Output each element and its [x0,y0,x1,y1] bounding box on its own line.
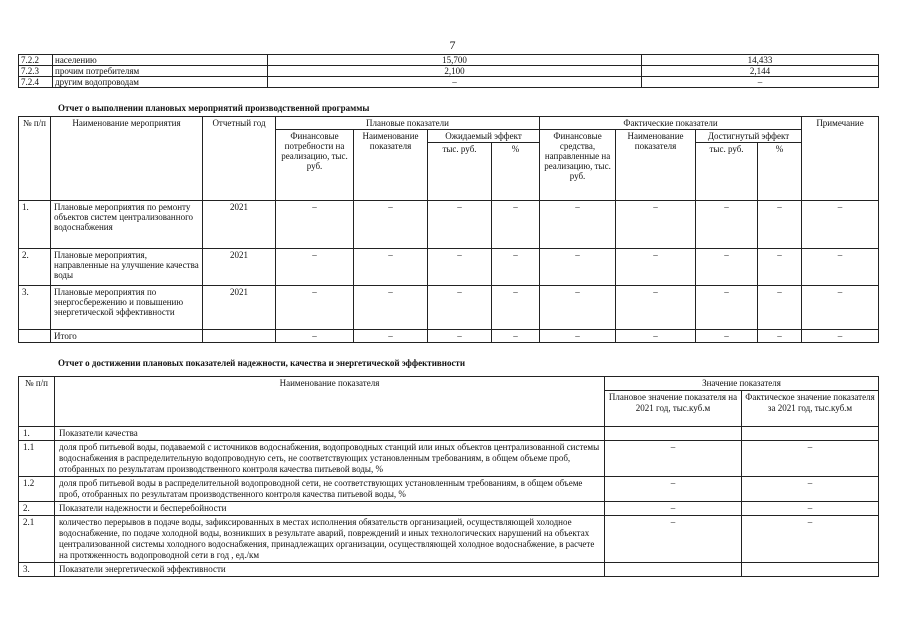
dash-cell: – [696,330,758,343]
fact-value: – [742,441,879,477]
reliability-report-title: Отчет о достижении плановых показателей надежности, качества и энергетической эффективности [58,358,466,368]
plan-effect-header: Ожидаемый эффект [428,130,540,143]
program-row [19,201,879,249]
dash-cell: – [616,286,696,330]
dash-cell: – [802,249,879,286]
row-number: 7.2.4 [19,77,53,88]
plan-value: – [605,441,742,477]
dash-cell: – [696,286,758,330]
row-number: 1.2 [19,477,55,502]
dash-cell: – [540,201,616,249]
plan-value: – [605,477,742,502]
plan-rub-header: тыс. руб. [428,143,492,201]
dash-cell: – [616,249,696,286]
indicator-row [19,441,879,477]
row-number: 2. [19,249,51,286]
total-year [203,330,276,343]
dash-cell: – [354,286,428,330]
page-number: 7 [449,38,456,52]
fact-effect-header: Достигнутый эффект [696,130,802,143]
fact-value: – [642,77,879,88]
fact-indicator-header: Наименование показателя [616,130,696,201]
dash-cell: – [802,330,879,343]
reliability-report-table [18,376,879,577]
plan-value [605,427,742,441]
row-number: 3. [19,286,51,330]
dash-cell: – [540,330,616,343]
row-year: 2021 [203,286,276,330]
plan-value: 15,700 [268,55,642,66]
indicator-row [19,516,879,563]
top-table-row [19,66,879,77]
dash-cell: – [616,330,696,343]
dash-cell: – [354,201,428,249]
row-name: Плановые мероприятия, направленные на улучшение качества воды [51,249,203,286]
row-number: 1. [19,427,55,441]
dash-cell: – [428,249,492,286]
dash-cell: – [802,286,879,330]
plan-value: – [605,516,742,563]
rel-plan-header: Плановое значение показателя на 2021 год, тыс.куб.м [605,391,742,427]
row-number: 3. [19,563,55,577]
top-table [18,54,879,88]
dash-cell: – [696,201,758,249]
fact-group-header: Фактические показатели [540,117,802,130]
indicator-name: доля проб питьевой воды, подаваемой с источников водоснабжения, водопроводных станций или иных объектов централизованной системы водоснабжения в распределительную водопроводную сеть, не соответствующих установленным требованиям, в общем объеме проб, отобранных по результатам производственного контроля качества питьевой воды, % [55,441,605,477]
fact-value: – [742,502,879,516]
fact-value: – [742,477,879,502]
indicator-row [19,477,879,502]
plan-value: – [268,77,642,88]
row-number: 7.2.2 [19,55,53,66]
dash-cell: – [276,249,354,286]
rel-num-header: № п/п [19,377,55,427]
plan-finance-header: Финансовые потребности на реализацию, тыс. руб. [276,130,354,201]
dash-cell: – [696,249,758,286]
fact-percent-header: % [758,143,802,201]
fact-value: 2,144 [642,66,879,77]
indicator-row [19,427,879,441]
dash-cell: – [758,286,802,330]
dash-cell: – [802,201,879,249]
indicator-name: Показатели энергетической эффективности [55,563,605,577]
plan-percent-header: % [492,143,540,201]
note-header: Примечание [802,117,879,201]
plan-indicator-header: Наименование показателя [354,130,428,201]
dash-cell: – [276,330,354,343]
indicator-name: количество перерывов в подаче воды, зафиксированных в местах исполнения обязательств организацией, осуществляющей холодное водоснабжение, по подаче холодной воды, возникших в результате аварий, повреждений и иных технологических нарушений на объектах централизованной системы холодного водоснабжения, принадлежащих организации, осуществляющей холодное водоснабжение, в расчете на протяженность водопроводной сети в год , ед./км [55,516,605,563]
dash-cell: – [492,330,540,343]
indicator-name: Показатели надежности и бесперебойности [55,502,605,516]
fact-value [742,427,879,441]
dash-cell: – [276,286,354,330]
dash-cell: – [492,286,540,330]
dash-cell: – [354,249,428,286]
dash-cell: – [492,249,540,286]
indicator-row [19,563,879,577]
row-year: 2021 [203,201,276,249]
fact-value: – [742,516,879,563]
rel-fact-header: Фактическое значение показателя за 2021 год, тыс.куб.м [742,391,879,427]
row-number: 1. [19,201,51,249]
dash-cell: – [354,330,428,343]
dash-cell: – [276,201,354,249]
program-row [19,286,879,330]
dash-cell: – [428,286,492,330]
row-number: 2.1 [19,516,55,563]
indicator-name: Показатели качества [55,427,605,441]
row-name: населению [53,55,268,66]
dash-cell: – [492,201,540,249]
col-year-header: Отчетный год [203,117,276,201]
dash-cell: – [758,330,802,343]
total-num [19,330,51,343]
dash-cell: – [428,201,492,249]
dash-cell: – [428,330,492,343]
indicator-row [19,502,879,516]
row-name: прочим потребителям [53,66,268,77]
dash-cell: – [540,249,616,286]
top-table-row [19,55,879,66]
fact-finance-header: Финансовые средства, направленные на реализацию, тыс. руб. [540,130,616,201]
plan-value: – [605,502,742,516]
row-year: 2021 [203,249,276,286]
dash-cell: – [758,201,802,249]
top-table-row [19,77,879,88]
row-number: 7.2.3 [19,66,53,77]
total-row [19,330,879,343]
dash-cell: – [616,201,696,249]
plan-value: 2,100 [268,66,642,77]
row-name: Плановые мероприятия по ремонту объектов систем централизованного водоснабжения [51,201,203,249]
plan-value [605,563,742,577]
row-number: 2. [19,502,55,516]
program-row [19,249,879,286]
col-num-header: № п/п [19,117,51,201]
rel-name-header: Наименование показателя [55,377,605,427]
row-name: Плановые мероприятия по энергосбережению и повышению энергетической эффективности [51,286,203,330]
indicator-name: доля проб питьевой воды в распределительной водопроводной сети, не соответствующих установленным требованиям, в общем объеме проб, отобранных по результатам производственного контроля качества питьевой воды, % [55,477,605,502]
program-report-table [18,116,879,343]
fact-value [742,563,879,577]
fact-rub-header: тыс. руб. [696,143,758,201]
rel-value-group-header: Значение показателя [605,377,879,391]
program-report-title: Отчет о выполнении плановых мероприятий производственной программы [58,103,370,113]
plan-group-header: Плановые показатели [276,117,540,130]
row-name: другим водопроводам [53,77,268,88]
dash-cell: – [540,286,616,330]
dash-cell: – [758,249,802,286]
total-label: Итого [51,330,203,343]
fact-value: 14,433 [642,55,879,66]
col-name-header: Наименование мероприятия [51,117,203,201]
row-number: 1.1 [19,441,55,477]
